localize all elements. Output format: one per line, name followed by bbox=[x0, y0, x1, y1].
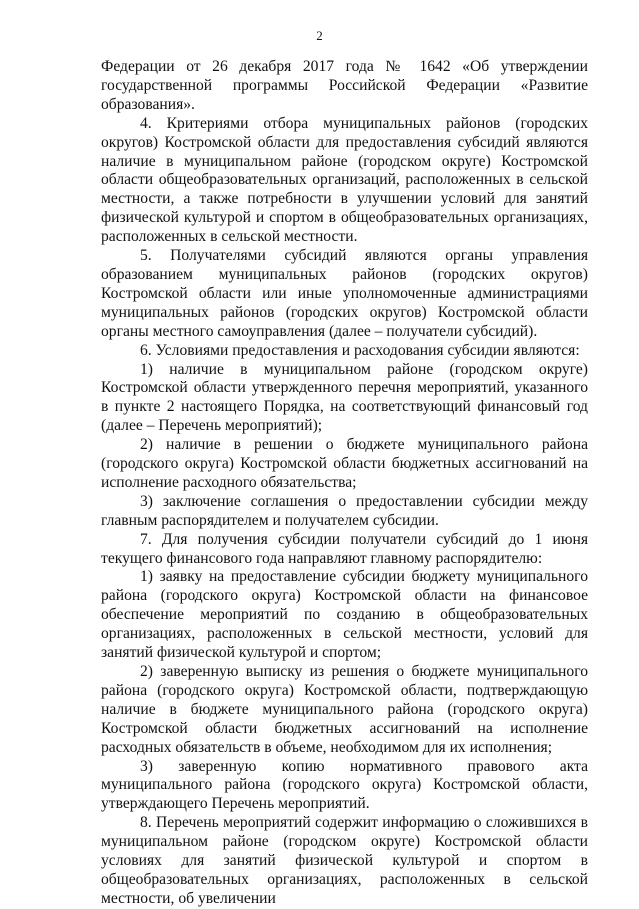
paragraph-item-4-selection-criteria: 4. Критериями отбора муниципальных районов (городских округов) Костромской области для предоставления субсидий являются наличие в муниципальном районе (городском округе) Костромской области общеобразовательных организаций, расположенных в сельской местности, а также потребности в улучшении условий для занятий физической культурой и спортом в общеобразовательных организациях, расположенных в сельской местности. bbox=[101, 114, 588, 246]
paragraph-item-8-measures-list: 8. Перечень мероприятий содержит информацию о сложившихся в муниципальном районе (городском округе) Костромской области условиях для занятий физической культурой и спортом в общеобразовательных организациях, расположенных в сельской местности, об увеличении bbox=[101, 814, 588, 907]
paragraph-item-7-subitem-1: 1) заявку на предоставление субсидии бюджету муниципального района (городского округа) Костромской области на финансовое обеспечение мероприятий по созданию в общеобразовательных организациях, расположенных в сельской местности, условий для занятий физической культурой и спортом; bbox=[101, 568, 588, 662]
paragraph-item-7-subitem-3: 3) заверенную копию нормативного правового акта муниципального района (городского округа) Костромской области, утверждающего Перечень мероприятий. bbox=[101, 757, 588, 813]
paragraph-item-6-subitem-2: 2) наличие в решении о бюджете муниципального района (городского округа) Костромской области бюджетных ассигнований на исполнение расходного обязательства; bbox=[101, 436, 588, 491]
paragraph-item-7-application: 7. Для получения субсидии получатели субсидий до 1 июня текущего финансового года направляют главному распорядителю: bbox=[101, 530, 588, 567]
paragraph-item-5-subsidy-recipients: 5. Получателями субсидий являются органы управления образованием муниципальных районов (городских округов) Костромской области или иные уполномоченные администрациями муниципальных районов (городских округов) Костромской области органы местного самоуправления (далее – получатели субсидий). bbox=[101, 247, 588, 340]
document-body bbox=[101, 58, 588, 909]
page-number: 2 bbox=[316, 28, 323, 43]
paragraph-item-7-subitem-2: 2) заверенную выписку из решения о бюджете муниципального района (городского округа) Костромской области, подтверждающую наличие в бюджете муниципального района (городского округа) Костромской области бюджетных ассигнований на исполнение расходных обязательств в объеме, необходимом для их исполнения; bbox=[101, 663, 588, 756]
paragraph-item-6-conditions: 6. Условиями предоставления и расходования субсидии являются: bbox=[140, 341, 580, 359]
paragraph-item-6-subitem-3: 3) заключение соглашения о предоставлении субсидии между главным распорядителем и получателем субсидии. bbox=[101, 492, 588, 529]
paragraph-item-6-subitem-1: 1) наличие в муниципальном районе (городском округе) Костромской области утвержденного перечня мероприятий, указанного в пункте 2 настоящего Порядка, на соответствующий финансовый год (далее – Перечень мероприятий); bbox=[101, 360, 588, 435]
paragraph-federal-program-reference: Федерации от 26 декабря 2017 года № 1642 «Об утверждении государственной программы Российской Федерации «Развитие образования». bbox=[101, 58, 588, 113]
